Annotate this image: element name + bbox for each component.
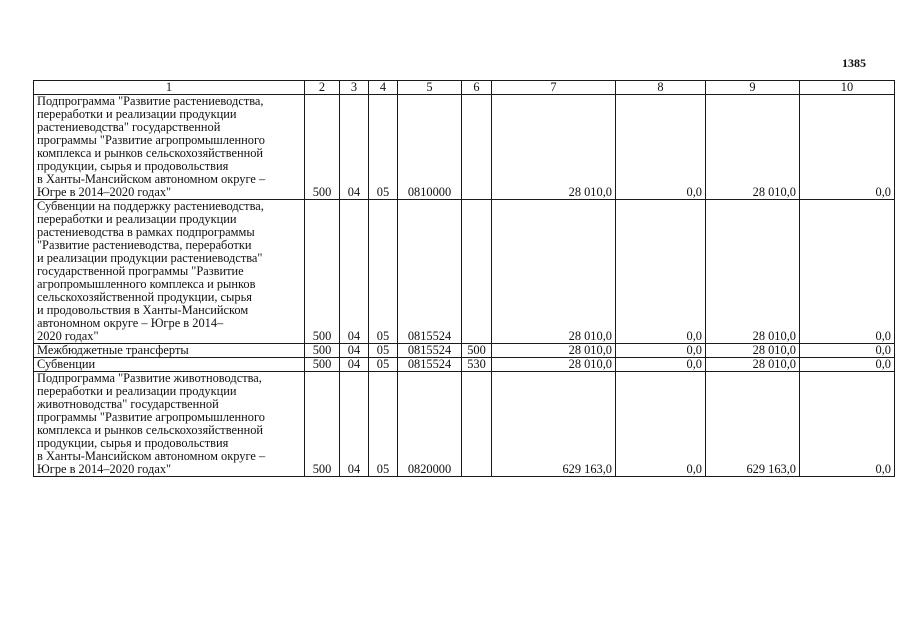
section-code: 04 (340, 372, 369, 477)
item-name: Межбюджетные трансферты (34, 344, 305, 358)
amount-col-8: 0,0 (616, 95, 706, 200)
amount-col-10: 0,0 (800, 95, 895, 200)
subsection-code: 05 (369, 95, 398, 200)
expense-type-code (462, 95, 492, 200)
amount-total: 28 010,0 (492, 358, 616, 372)
section-code: 04 (340, 95, 369, 200)
expense-type-code (462, 200, 492, 344)
amount-col-8: 0,0 (616, 358, 706, 372)
amount-col-9: 629 163,0 (706, 372, 800, 477)
section-code: 04 (340, 344, 369, 358)
target-code: 0815524 (398, 344, 462, 358)
section-code: 04 (340, 358, 369, 372)
amount-total: 629 163,0 (492, 372, 616, 477)
table-header-row (34, 81, 895, 95)
header-cell: 9 (706, 81, 800, 95)
subsection-code: 05 (369, 344, 398, 358)
amount-col-10: 0,0 (800, 372, 895, 477)
header-cell: 1 (34, 81, 305, 95)
target-code: 0820000 (398, 372, 462, 477)
header-cell: 10 (800, 81, 895, 95)
page-number: 1385 (842, 56, 866, 70)
table-row (34, 358, 895, 372)
amount-col-8: 0,0 (616, 344, 706, 358)
item-name: Подпрограмма "Развитие животноводства, переработки и реализации продукции животноводства" государственной программы "Развитие агропромышленного комплекса и рынков сельскохозяйственной продукции, сырья и продовольствия в Ханты-Мансийском автономном округе – Югре в 2014–2020 годах" (34, 372, 305, 477)
expense-type-code: 530 (462, 358, 492, 372)
amount-col-10: 0,0 (800, 200, 895, 344)
expense-type-code: 500 (462, 344, 492, 358)
amount-col-10: 0,0 (800, 344, 895, 358)
header-cell: 2 (305, 81, 340, 95)
table-row (34, 372, 895, 477)
section-code: 04 (340, 200, 369, 344)
header-cell: 3 (340, 81, 369, 95)
target-code: 0810000 (398, 95, 462, 200)
header-cell: 5 (398, 81, 462, 95)
amount-col-8: 0,0 (616, 200, 706, 344)
ministry-code: 500 (305, 200, 340, 344)
amount-total: 28 010,0 (492, 344, 616, 358)
item-name: Субвенции (34, 358, 305, 372)
header-cell: 8 (616, 81, 706, 95)
target-code: 0815524 (398, 200, 462, 344)
subsection-code: 05 (369, 372, 398, 477)
amount-col-8: 0,0 (616, 372, 706, 477)
ministry-code: 500 (305, 372, 340, 477)
ministry-code: 500 (305, 358, 340, 372)
header-cell: 6 (462, 81, 492, 95)
amount-col-10: 0,0 (800, 358, 895, 372)
table-row (34, 200, 895, 344)
header-cell: 7 (492, 81, 616, 95)
target-code: 0815524 (398, 358, 462, 372)
item-name: Субвенции на поддержку растениеводства, переработки и реализации продукции растениеводства в рамках подпрограммы "Развитие растениеводства, переработки и реализации продукции растениеводства" государственной программы "Развитие агропромышленного комплекса и рынков сельскохозяйственной продукции, сырья и продовольствия в Ханты-Мансийском автономном округе – Югре в 2014– 2020 годах" (34, 200, 305, 344)
amount-total: 28 010,0 (492, 200, 616, 344)
subsection-code: 05 (369, 358, 398, 372)
header-cell: 4 (369, 81, 398, 95)
amount-col-9: 28 010,0 (706, 200, 800, 344)
table-row (34, 344, 895, 358)
amount-col-9: 28 010,0 (706, 95, 800, 200)
subsection-code: 05 (369, 200, 398, 344)
ministry-code: 500 (305, 95, 340, 200)
amount-col-9: 28 010,0 (706, 358, 800, 372)
amount-total: 28 010,0 (492, 95, 616, 200)
table-row (34, 95, 895, 200)
expense-type-code (462, 372, 492, 477)
item-name: Подпрограмма "Развитие растениеводства, переработки и реализации продукции растениеводства" государственной программы "Развитие агропромышленного комплекса и рынков сельскохозяйственной продукции, сырья и продовольствия в Ханты-Мансийском автономном округе – Югре в 2014–2020 годах" (34, 95, 305, 200)
amount-col-9: 28 010,0 (706, 344, 800, 358)
ministry-code: 500 (305, 344, 340, 358)
budget-table (33, 80, 895, 477)
